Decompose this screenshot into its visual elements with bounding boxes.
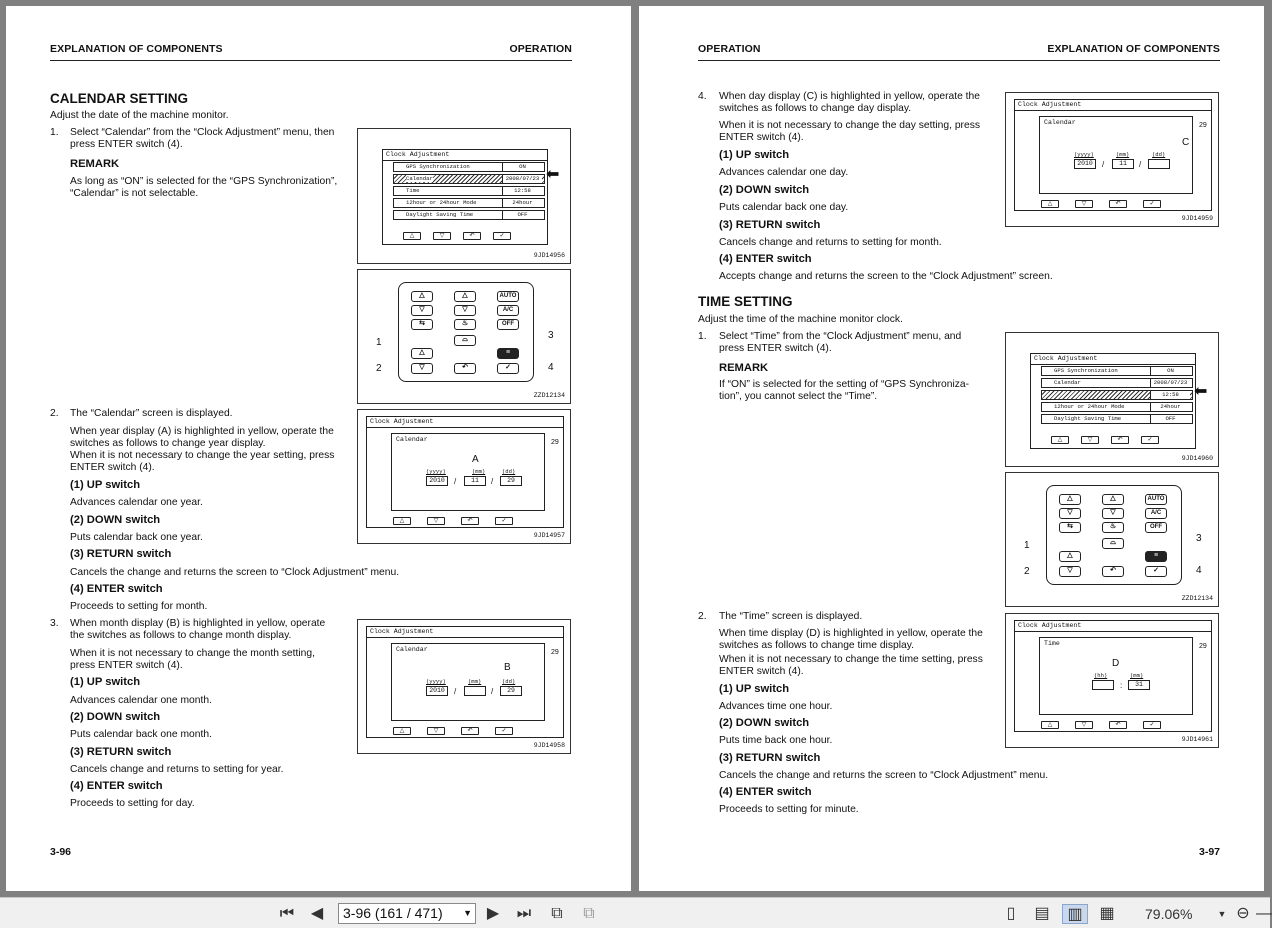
pointer-arrow-icon: ⬅ xyxy=(546,166,560,183)
up-icon: △ xyxy=(1051,436,1069,444)
monitor-screen xyxy=(1030,353,1196,449)
header-right: OPERATION xyxy=(509,43,572,55)
switch-panel xyxy=(1046,485,1182,585)
down-icon: ▽ xyxy=(1075,200,1093,208)
step-text: When it is not necessary to change the month setting, xyxy=(70,648,315,659)
callout-2: 2 xyxy=(376,363,382,374)
enter-switch-label: (4) ENTER switch xyxy=(70,780,163,792)
step-text: When year display (A) is highlighted in yellow, operate the xyxy=(70,426,334,437)
down-switch-text: Puts calendar back one day. xyxy=(719,202,849,213)
return-switch-label: (3) RETURN switch xyxy=(70,548,172,560)
up-switch-label: (1) UP switch xyxy=(719,683,790,695)
header-left: OPERATION xyxy=(698,43,761,55)
recirculation-icon: ⇆ xyxy=(411,319,433,330)
calendar-dialog: Calendar (yyyy) (mm) (dd) 2010 / 11 / 29 A xyxy=(391,433,545,511)
figure-code: 9JD14961 xyxy=(1181,736,1213,743)
figure-code: 9JD14957 xyxy=(533,532,565,539)
down-switch-text: Puts calendar back one year. xyxy=(70,532,203,543)
step-text: When it is not necessary to change the year setting, press xyxy=(70,450,335,461)
previous-page-icon[interactable]: ◀ xyxy=(310,905,324,922)
enter-switch-label: (4) ENTER switch xyxy=(70,583,163,595)
step-text: switches as follows to change year display. xyxy=(70,438,266,449)
return-switch-text: Cancels change and returns to setting for month. xyxy=(719,237,942,248)
step-text: The “Time” screen is displayed. xyxy=(719,611,863,622)
callout-3: 3 xyxy=(548,330,554,341)
figure-code: 9JD14958 xyxy=(533,742,565,749)
calendar-dialog: Calendar (yyyy) (mm) (dd) 2010 / / 29 B xyxy=(391,643,545,721)
step-text: ENTER switch (4). xyxy=(719,666,804,677)
up-switch-label: (1) UP switch xyxy=(70,479,141,491)
callout-c: C xyxy=(1182,137,1190,148)
menu-row-mode: 12hour or 24hour Mode 24hour xyxy=(1041,402,1193,412)
step-text: the switches as follows to change month display. xyxy=(70,630,292,641)
continuous-view-icon[interactable]: ▤ xyxy=(1034,905,1050,922)
up-switch-text: Advances calendar one year. xyxy=(70,497,203,508)
month-field: 11 xyxy=(464,476,486,486)
off-key: OFF xyxy=(497,319,519,330)
up-switch-icon: △ xyxy=(411,348,433,359)
callout-1: 1 xyxy=(376,337,382,348)
year-field: 2010 xyxy=(426,476,448,486)
down-key-icon: ▽ xyxy=(411,305,433,316)
step-text: ENTER switch (4). xyxy=(719,132,804,143)
down-icon: ▽ xyxy=(427,517,445,525)
zoom-out-icon[interactable]: ⊖ xyxy=(1236,905,1250,922)
day-field: 29 xyxy=(500,476,522,486)
go-forward-icon[interactable]: ⧉ xyxy=(583,905,595,922)
down-switch-label: (2) DOWN switch xyxy=(719,184,810,196)
step-text: When day display (C) is highlighted in yellow, operate the xyxy=(719,91,980,102)
check-icon: ✓ xyxy=(1143,200,1161,208)
callout-4: 4 xyxy=(1196,565,1202,576)
go-back-icon[interactable]: ⧉ xyxy=(551,905,563,922)
ac-key: A/C xyxy=(497,305,519,316)
down-switch-label: (2) DOWN switch xyxy=(70,514,161,526)
remark-text: “Calendar” is not selectable. xyxy=(70,188,199,199)
screen-title: Clock Adjustment xyxy=(1018,622,1082,629)
enter-switch-text: Proceeds to setting for minute. xyxy=(719,804,859,815)
wiper-icon: ⌓ xyxy=(1102,538,1124,549)
callout-3: 3 xyxy=(1196,533,1202,544)
down-switch-label: (2) DOWN switch xyxy=(70,711,161,723)
recirculation-icon: ⇆ xyxy=(1059,522,1081,533)
step-text: When it is not necessary to change the day setting, press xyxy=(719,120,980,131)
return-icon: ↶ xyxy=(1109,200,1127,208)
ac-key: A/C xyxy=(1145,508,1167,519)
return-icon: ↶ xyxy=(1109,721,1127,729)
menu-row-calendar: Calendar 2008/07/23 xyxy=(1041,378,1193,388)
up-icon: △ xyxy=(403,232,421,240)
month-field: 11 xyxy=(1112,159,1134,169)
up-switch-text: Advances time one hour. xyxy=(719,701,833,712)
step-text: When it is not necessary to change the time setting, press xyxy=(719,654,983,665)
figure-time-screen xyxy=(1005,613,1219,748)
intro-text: Adjust the date of the machine monitor. xyxy=(50,110,229,121)
page-number: 3-96 xyxy=(50,846,72,858)
figure-calendar-year xyxy=(357,409,571,544)
section-title: CALENDAR SETTING xyxy=(50,91,188,106)
up-icon: △ xyxy=(393,517,411,525)
figure-code: 9JD14959 xyxy=(1181,215,1213,222)
step-text: Select “Calendar” from the “Clock Adjustment” menu, then xyxy=(70,127,335,138)
screen-title: Clock Adjustment xyxy=(386,151,450,158)
down-switch-icon: ▽ xyxy=(411,363,433,374)
return-switch-label: (3) RETURN switch xyxy=(719,219,821,231)
menu-row-mode: 12hour or 24hour Mode 24hour xyxy=(393,198,545,208)
callout-a: A xyxy=(472,454,479,465)
step-text: press ENTER switch (4). xyxy=(70,139,183,150)
callout-b: B xyxy=(504,662,511,673)
return-icon: ↶ xyxy=(1111,436,1129,444)
up-switch-label: (1) UP switch xyxy=(719,149,790,161)
dialog-title: Calendar xyxy=(396,646,428,653)
defroster-icon: ♨ xyxy=(454,319,476,330)
zoom-level[interactable]: 79.06% xyxy=(1145,906,1193,922)
step-text: The “Calendar” screen is displayed. xyxy=(70,408,233,419)
intro-text: Adjust the time of the machine monitor clock. xyxy=(698,314,903,325)
down-switch-label: (2) DOWN switch xyxy=(719,717,810,729)
menu-row-calendar: Calendar 2008/07/23 xyxy=(393,174,545,184)
calendar-dialog: Calendar (yyyy) (mm) (dd) 2010 / 11 / C xyxy=(1039,116,1193,194)
figure-switch-pad xyxy=(1005,472,1219,607)
header-rule xyxy=(50,60,572,61)
remark-text: As long as “ON” is selected for the “GPS Synchronization”, xyxy=(70,176,338,187)
screen-title: Clock Adjustment xyxy=(1034,355,1098,362)
figure-clock-menu-time xyxy=(1005,332,1219,467)
figure-code: 9JD14956 xyxy=(533,252,565,259)
page-number: 3-97 xyxy=(1198,846,1220,858)
screen-title: Clock Adjustment xyxy=(370,418,434,425)
figure-code: ZZD12134 xyxy=(533,392,565,399)
step-number: 2. xyxy=(50,408,59,419)
enter-switch-text: Accepts change and returns the screen to the “Clock Adjustment” screen. xyxy=(719,271,1053,282)
menu-row-time: 12:58 xyxy=(1041,390,1193,400)
step-text: press ENTER switch (4). xyxy=(719,343,832,354)
up-switch-text: Advances calendar one day. xyxy=(719,167,849,178)
monitor-screen: Clock Adjustment Calendar (yyyy) (mm) (dd) 2010 / / 29 B 29 △ ▽ ↶ ✓ xyxy=(366,626,564,738)
up-switch-icon: △ xyxy=(1059,551,1081,562)
minute-field: 31 xyxy=(1128,680,1150,690)
step-text: Select “Time” from the “Clock Adjustment” menu, and xyxy=(719,331,962,342)
figure-calendar-day xyxy=(1005,92,1219,227)
dialog-title: Calendar xyxy=(396,436,428,443)
up-key-icon: △ xyxy=(411,291,433,302)
callout-4: 4 xyxy=(548,362,554,373)
figure-calendar-month xyxy=(357,619,571,754)
wiper-icon: ⌓ xyxy=(454,335,476,346)
enter-switch-label: (4) ENTER switch xyxy=(719,253,812,265)
separator-line: — xyxy=(1256,905,1272,922)
menu-icon: ≡ xyxy=(1145,551,1167,562)
left-page xyxy=(6,6,631,891)
defroster-icon: ♨ xyxy=(1102,522,1124,533)
step-text: When month display (B) is highlighted in yellow, operate xyxy=(70,618,326,629)
first-page-icon[interactable]: ⏮ xyxy=(279,905,295,922)
figure-code: 9JD14960 xyxy=(1181,455,1213,462)
page-number-input[interactable]: 3-96 (161 / 471) ▼ xyxy=(338,903,476,924)
down-icon: ▽ xyxy=(1075,721,1093,729)
zoom-dropdown-icon[interactable]: ▼ xyxy=(1217,909,1227,919)
month-field-highlighted xyxy=(464,686,486,696)
figure-clock-menu xyxy=(357,128,571,264)
down-icon: ▽ xyxy=(427,727,445,735)
return-switch-label: (3) RETURN switch xyxy=(719,752,821,764)
right-page xyxy=(639,6,1264,891)
header-rule xyxy=(698,60,1220,61)
up-icon: △ xyxy=(393,727,411,735)
time-dialog: Time (hh) (mm) : 31 D xyxy=(1039,637,1193,715)
auto-key: AUTO xyxy=(497,291,519,302)
chevron-down-icon[interactable]: ▼ xyxy=(463,908,472,918)
day-field: 29 xyxy=(500,686,522,696)
pointer-arrow-icon: ⬅ xyxy=(1194,383,1208,400)
enter-switch-text: Proceeds to setting for month. xyxy=(70,601,208,612)
return-switch-label: (3) RETURN switch xyxy=(70,746,172,758)
monitor-screen: Clock Adjustment Calendar (yyyy) (mm) (dd) 2010 / 11 / 29 A 29 △ ▽ ↶ ✓ xyxy=(366,416,564,528)
step-number: 1. xyxy=(50,127,59,138)
year-field: 2010 xyxy=(1074,159,1096,169)
year-field: 2010 xyxy=(426,686,448,696)
enter-switch-icon: ✓ xyxy=(1145,566,1167,577)
down-key-icon: ▽ xyxy=(454,305,476,316)
screen-title: Clock Adjustment xyxy=(370,628,434,635)
check-icon: ✓ xyxy=(493,232,511,240)
menu-row-gps: GPS Synchronization ON xyxy=(1041,366,1193,376)
return-switch-text: Cancels the change and returns the screen to “Clock Adjustment” menu. xyxy=(70,567,400,578)
header-right: EXPLANATION OF COMPONENTS xyxy=(1047,43,1220,55)
check-icon: ✓ xyxy=(1141,436,1159,444)
menu-row-time: Time 12:58 xyxy=(393,186,545,196)
return-switch-icon: ↶ xyxy=(1102,566,1124,577)
step-text: press ENTER switch (4). xyxy=(70,660,183,671)
monitor-screen: Clock Adjustment Time (hh) (mm) : 31 D 29 △ ▽ ↶ ✓ xyxy=(1014,620,1212,732)
up-switch-text: Advances calendar one month. xyxy=(70,695,212,706)
figure-code: ZZD12134 xyxy=(1181,595,1213,602)
next-page-icon[interactable]: ▶ xyxy=(486,905,500,922)
down-key-icon: ▽ xyxy=(1059,508,1081,519)
section-title: TIME SETTING xyxy=(698,294,793,309)
up-icon: △ xyxy=(1041,721,1059,729)
down-switch-text: Puts calendar back one month. xyxy=(70,729,212,740)
step-number: 2. xyxy=(698,611,707,622)
remark-label: REMARK xyxy=(719,362,769,374)
single-page-view-icon[interactable]: ▯ xyxy=(1006,905,1016,922)
up-switch-label: (1) UP switch xyxy=(70,676,141,688)
step-text: switches as follows to change day display. xyxy=(719,103,912,114)
check-icon: ✓ xyxy=(495,517,513,525)
callout-d: D xyxy=(1112,658,1120,669)
switch-panel xyxy=(398,282,534,382)
up-key-icon: △ xyxy=(1059,494,1081,505)
down-switch-text: Puts time back one hour. xyxy=(719,735,833,746)
down-icon: ▽ xyxy=(1081,436,1099,444)
menu-row-dst: Daylight Saving Time OFF xyxy=(1041,414,1193,424)
step-text: switches as follows to change time display. xyxy=(719,640,914,651)
day-field-highlighted xyxy=(1148,159,1170,169)
menu-row-gps: GPS Synchronization ON xyxy=(393,162,545,172)
remark-text: If “ON” is selected for the setting of “GPS Synchroniza- xyxy=(719,379,970,390)
enter-switch-label: (4) ENTER switch xyxy=(719,786,812,798)
remark-label: REMARK xyxy=(70,158,120,170)
screen-title: Clock Adjustment xyxy=(1018,101,1082,108)
down-switch-icon: ▽ xyxy=(1059,566,1081,577)
down-key-icon: ▽ xyxy=(1102,508,1124,519)
monitor-screen: Clock Adjustment Calendar (yyyy) (mm) (dd) 2010 / 11 / C 29 △ ▽ ↶ ✓ xyxy=(1014,99,1212,211)
enter-switch-text: Proceeds to setting for day. xyxy=(70,798,195,809)
header-left: EXPLANATION OF COMPONENTS xyxy=(50,43,223,55)
menu-row-dst: Daylight Saving Time OFF xyxy=(393,210,545,220)
off-key: OFF xyxy=(1145,522,1167,533)
menu-icon: ≡ xyxy=(497,348,519,359)
return-icon: ↶ xyxy=(461,727,479,735)
step-text: ENTER switch (4). xyxy=(70,462,155,473)
return-switch-text: Cancels the change and returns the screen to “Clock Adjustment” menu. xyxy=(719,770,1049,781)
up-icon: △ xyxy=(1041,200,1059,208)
up-key-icon: △ xyxy=(454,291,476,302)
check-icon: ✓ xyxy=(495,727,513,735)
check-icon: ✓ xyxy=(1143,721,1161,729)
return-icon: ↶ xyxy=(461,517,479,525)
callout-1: 1 xyxy=(1024,540,1030,551)
step-text: When time display (D) is highlighted in yellow, operate the xyxy=(719,628,983,639)
dialog-title: Calendar xyxy=(1044,119,1076,126)
last-page-icon[interactable]: ⏭ xyxy=(516,905,532,922)
hour-field-highlighted xyxy=(1092,680,1114,690)
enter-switch-icon: ✓ xyxy=(497,363,519,374)
up-key-icon: △ xyxy=(1102,494,1124,505)
return-switch-icon: ↶ xyxy=(454,363,476,374)
remark-text: tion”, you cannot select the “Time”. xyxy=(719,391,878,402)
step-number: 3. xyxy=(50,618,59,629)
dialog-title: Time xyxy=(1044,640,1060,647)
down-icon: ▽ xyxy=(433,232,451,240)
callout-2: 2 xyxy=(1024,566,1030,577)
two-page-view-icon[interactable]: ▥ xyxy=(1062,904,1088,924)
return-icon: ↶ xyxy=(463,232,481,240)
return-switch-text: Cancels change and returns to setting for year. xyxy=(70,764,284,775)
auto-key: AUTO xyxy=(1145,494,1167,505)
figure-switch-pad xyxy=(357,269,571,404)
viewer-toolbar xyxy=(0,897,1270,928)
step-number: 1. xyxy=(698,331,707,342)
continuous-facing-view-icon[interactable]: ▦ xyxy=(1099,905,1115,922)
step-number: 4. xyxy=(698,91,707,102)
monitor-screen xyxy=(382,149,548,245)
